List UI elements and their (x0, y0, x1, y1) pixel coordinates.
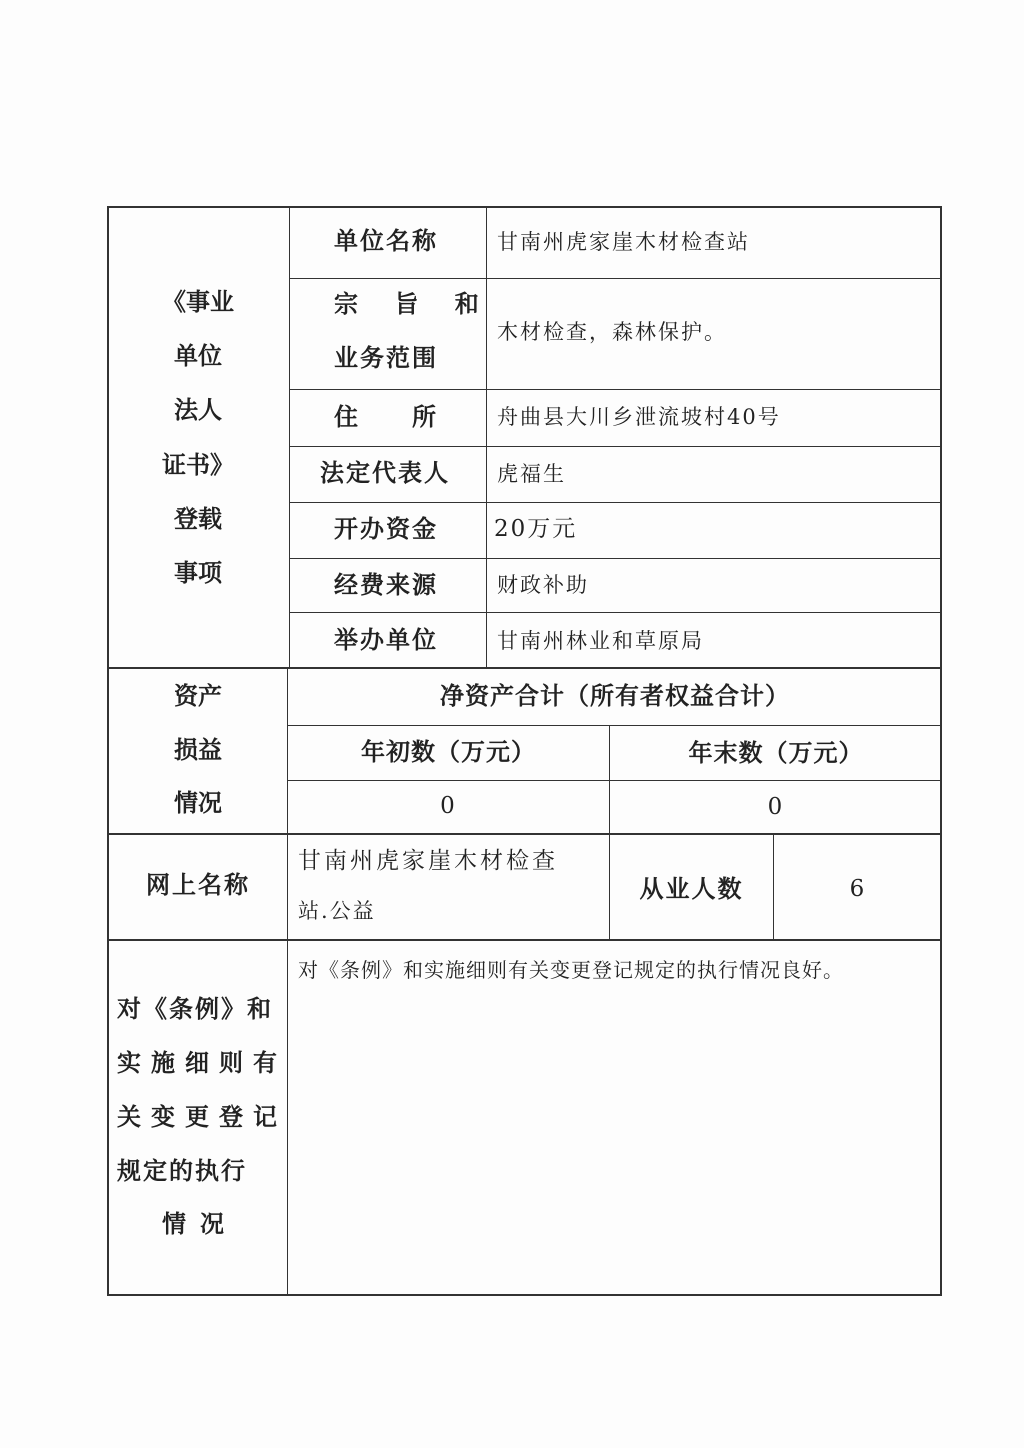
purpose-value: 木材检查，森林保护。 (497, 320, 727, 344)
compliance-label-line: 实施细则有 (117, 1048, 287, 1077)
staff-count-value: 6 (849, 876, 867, 902)
funding-source-label: 经费来源 (334, 570, 438, 599)
compliance-value: 对《条例》和实施细则有关变更登记规定的执行情况良好。 (298, 958, 844, 982)
online-name-value-line1: 甘南州虎家崖木材检查 (298, 848, 558, 874)
address-value: 舟曲县大川乡泄流坡村40号 (497, 405, 781, 429)
registration-label-line: 登载 (174, 504, 222, 533)
unit-name-label: 单位名称 (334, 226, 438, 255)
row-divider (288, 725, 942, 726)
unit-name-value: 甘南州虎家崖木材检查站 (497, 230, 750, 254)
compliance-label-line: 规定的执行 (117, 1156, 247, 1185)
assets-label-line: 损益 (174, 735, 222, 764)
online-name-value-line2: 站.公益 (298, 899, 376, 923)
section-divider (107, 939, 942, 941)
assets-label-line: 资产 (174, 681, 222, 710)
row-divider (290, 558, 942, 559)
purpose-label-line2: 业务范围 (334, 343, 438, 372)
compliance-label-line: 对《条例》和 (117, 994, 273, 1023)
legal-rep-value: 虎福生 (497, 462, 566, 486)
row-divider (290, 446, 942, 447)
registration-label-line: 事项 (174, 558, 222, 587)
registration-label-line: 法人 (174, 395, 222, 424)
sponsor-label: 举办单位 (334, 625, 438, 654)
section-divider (107, 667, 942, 669)
address-label: 住 所 (334, 402, 438, 431)
sponsor-value: 甘南州林业和草原局 (497, 629, 704, 653)
compliance-label-line: 关变更登记 (117, 1102, 287, 1131)
funding-source-value: 财政补助 (497, 573, 589, 597)
begin-year-header: 年初数（万元） (361, 737, 536, 766)
row-divider (290, 389, 942, 390)
registration-label-line: 《事业 (162, 287, 234, 316)
capital-value: 20万元 (494, 516, 578, 542)
purpose-label-line1: 宗 旨 和 (334, 289, 493, 318)
column-divider (289, 206, 290, 668)
registration-label-line: 单位 (174, 341, 222, 370)
row-divider (290, 502, 942, 503)
compliance-label-line: 情况 (162, 1209, 238, 1238)
capital-label: 开办资金 (334, 514, 438, 543)
section-divider (107, 833, 942, 835)
end-year-header: 年末数（万元） (688, 738, 864, 767)
row-divider (290, 278, 942, 279)
row-divider (290, 612, 942, 613)
online-name-label: 网上名称 (146, 870, 250, 899)
column-divider (486, 206, 487, 667)
registration-label-line: 证书》 (162, 450, 234, 479)
net-assets-header: 净资产合计（所有者权益合计） (440, 681, 790, 710)
row-divider (288, 780, 942, 781)
begin-year-value: 0 (440, 793, 457, 819)
staff-count-label: 从业人数 (639, 874, 744, 903)
assets-label-line: 情况 (174, 788, 222, 817)
legal-rep-label: 法定代表人 (320, 458, 450, 487)
end-year-value: 0 (767, 794, 785, 820)
